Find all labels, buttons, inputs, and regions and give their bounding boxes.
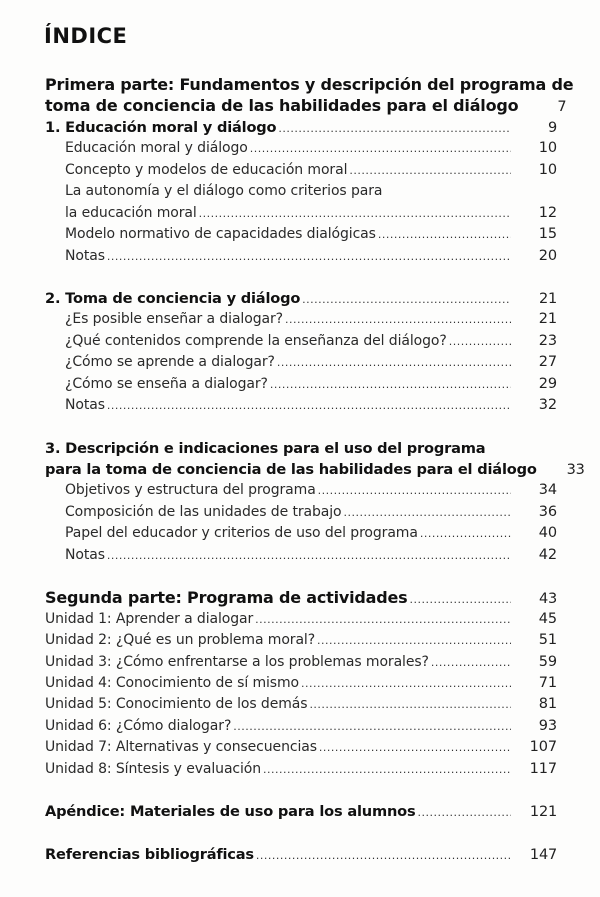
dot-leader [255,609,511,630]
toc-entry-title: Unidad 4: Conocimiento de sí mismo [45,674,299,691]
toc-entry-title: 3. Descripción e indicaciones para el uso del programa [45,439,486,457]
toc-entry [45,138,557,159]
dot-leader [309,694,511,715]
toc-entry-title: Modelo normativo de capacidades dialógicas [65,226,376,243]
toc-page-number: 23 [538,332,557,349]
toc-page-number: 9 [547,119,557,136]
toc-entry [45,395,557,416]
toc-entry-title: Unidad 1: Aprender a dialogar [45,610,254,627]
toc-entry-title: ¿Cómo se aprende a dialogar? [65,354,275,371]
toc-entry-line [45,609,557,630]
toc-entry-line [45,801,557,822]
toc-entry [45,759,557,780]
toc-entry-title: Unidad 6: ¿Cómo dialogar? [45,717,232,734]
dot-leader [285,309,511,330]
toc-page-number: 21 [538,311,557,328]
toc-page-number: 121 [529,804,557,821]
toc-entry-title: Objetivos y estructura del programa [65,482,316,499]
toc-entry-title: Notas [65,247,105,264]
dot-leader [378,224,511,245]
dot-leader [233,716,511,737]
dot-leader [107,395,511,416]
toc-page-number: 29 [538,375,557,392]
toc-entry-title: Unidad 3: ¿Cómo enfrentarse a los problemas morales? [45,653,429,670]
toc-entry [45,652,557,673]
toc-entry-title: Unidad 5: Conocimiento de los demás [45,696,308,713]
toc-entry-title: Papel del educador y criterios de uso del programa [65,525,418,542]
dot-leader [349,160,511,181]
toc-entry-title: ¿Qué contenidos comprende la enseñanza del diálogo? [65,332,447,349]
toc-entry-line [45,694,557,715]
toc-page-number: 81 [538,696,557,713]
toc-entry-title: ¿Es posible enseñar a dialogar? [65,311,283,328]
toc-entry-line [45,224,557,245]
toc-entry-title: Apéndice: Materiales de uso para los alumnos [45,803,416,821]
toc-entry [45,801,557,822]
toc-entry-title: Notas [65,397,105,414]
dot-leader [263,759,511,780]
toc-entry-line [45,138,557,159]
toc-entry [45,523,557,544]
toc-page-number: 7 [557,99,567,116]
toc-entry-line [45,587,557,608]
toc-entry [45,737,557,758]
toc-entry-title: La autonomía y el diálogo como criterios para [65,183,383,200]
toc-entry [45,288,557,309]
toc-entry-line [45,331,557,352]
toc-entry-line [45,181,557,202]
toc-entry-title: Notas [65,546,105,563]
dot-leader [302,289,511,310]
toc-entry [45,844,557,865]
toc-page-number: 43 [538,591,557,608]
toc-entry-line [45,288,557,309]
dot-leader [250,138,511,159]
toc-entry-title: Unidad 2: ¿Qué es un problema moral? [45,632,316,649]
toc-page-number: 107 [529,739,557,756]
toc-entry-line [45,203,557,224]
dot-leader [199,203,511,224]
toc-entry-title: Primera parte: Fundamentos y descripción del programa de [45,75,574,94]
toc-entry [45,694,557,715]
toc-entry-line [45,844,557,865]
toc-page-number: 33 [566,462,585,478]
toc-entry-title: Unidad 8: Síntesis y evaluación [45,760,262,777]
dot-leader [318,480,511,501]
toc-page-number: 10 [538,140,557,157]
toc-page-number: 71 [538,674,557,691]
dot-leader [319,737,511,758]
dot-leader [107,246,511,267]
toc-entry-title: Segunda parte: Programa de actividades [45,588,408,608]
table-of-contents [45,74,585,865]
toc-entry-line [45,95,567,116]
dot-leader [256,845,511,866]
toc-page-number: 34 [538,482,557,499]
toc-page-number: 147 [529,846,557,863]
toc-entry-line [45,395,557,416]
toc-entry-line [45,737,557,758]
toc-entry-title: la educación moral [65,204,197,221]
toc-entry [45,246,557,267]
toc-entry [45,352,557,373]
toc-entry [45,181,557,224]
toc-entry [45,673,557,694]
toc-entry-line [45,309,557,330]
toc-entry-line [45,74,574,95]
toc-page-number: 15 [538,226,557,243]
toc-entry-line [45,246,557,267]
toc-entry-title: Concepto y modelos de educación moral [65,161,348,178]
toc-entry [45,630,557,651]
dot-leader [410,589,511,610]
toc-entry-line [45,630,557,651]
page-title: ÍNDICE [44,24,128,48]
dot-leader [420,523,511,544]
toc-entry [45,438,585,481]
toc-entry [45,374,557,395]
toc-page-number: 27 [538,354,557,371]
toc-page-number: 40 [538,525,557,542]
toc-entry-title: ¿Cómo se enseña a dialogar? [65,375,268,392]
toc-entry [45,587,557,608]
toc-entry [45,309,557,330]
toc-page-number: 93 [538,717,557,734]
toc-entry-title: para la toma de conciencia de las habilidades para el diálogo [45,461,537,478]
toc-page-number: 20 [538,247,557,264]
toc-entry [45,502,557,523]
toc-entry-line [45,459,585,480]
dot-leader [431,652,511,673]
toc-entry [45,480,557,501]
toc-page-number: 10 [538,161,557,178]
dot-leader [270,374,511,395]
toc-entry-line [45,545,557,566]
toc-entry [45,545,557,566]
toc-entry-line [45,374,557,395]
toc-entry-title: Referencias bibliográficas [45,845,254,863]
toc-entry-line [45,523,557,544]
dot-leader [344,502,512,523]
toc-entry-line [45,438,557,459]
toc-entry [45,74,574,117]
toc-page-number: 21 [538,290,557,307]
toc-page-number: 45 [538,610,557,627]
toc-entry [45,609,557,630]
toc-entry [45,160,557,181]
toc-entry-title: Educación moral y diálogo [65,140,248,157]
toc-entry-line [45,160,557,181]
dot-leader [278,118,511,139]
toc-entry-line [45,117,557,138]
toc-entry-title: 1. Educación moral y diálogo [45,118,277,136]
dot-leader [277,352,511,373]
toc-page-number: 42 [538,546,557,563]
toc-entry-line [45,352,557,373]
dot-leader [301,673,511,694]
toc-entry-line [45,652,557,673]
toc-entry-line [45,502,557,523]
toc-entry-line [45,759,557,780]
toc-page-number: 36 [538,503,557,520]
toc-entry-title: Composición de las unidades de trabajo [65,503,342,520]
toc-page-number: 12 [538,204,557,221]
toc-page-number: 59 [538,653,557,670]
dot-leader [449,331,511,352]
toc-entry [45,117,557,138]
toc-page-number: 117 [529,760,557,777]
toc-entry-title: toma de conciencia de las habilidades para el diálogo [45,96,519,116]
dot-leader [417,802,511,823]
toc-entry [45,224,557,245]
toc-page-number: 51 [538,632,557,649]
dot-leader [317,630,511,651]
toc-page-number: 32 [538,397,557,414]
dot-leader [107,545,511,566]
toc-entry-line [45,716,557,737]
toc-entry-title: 2. Toma de conciencia y diálogo [45,289,301,307]
toc-entry [45,716,557,737]
toc-entry [45,331,557,352]
toc-entry-line [45,480,557,501]
toc-entry-title: Unidad 7: Alternativas y consecuencias [45,739,317,756]
toc-entry-line [45,673,557,694]
